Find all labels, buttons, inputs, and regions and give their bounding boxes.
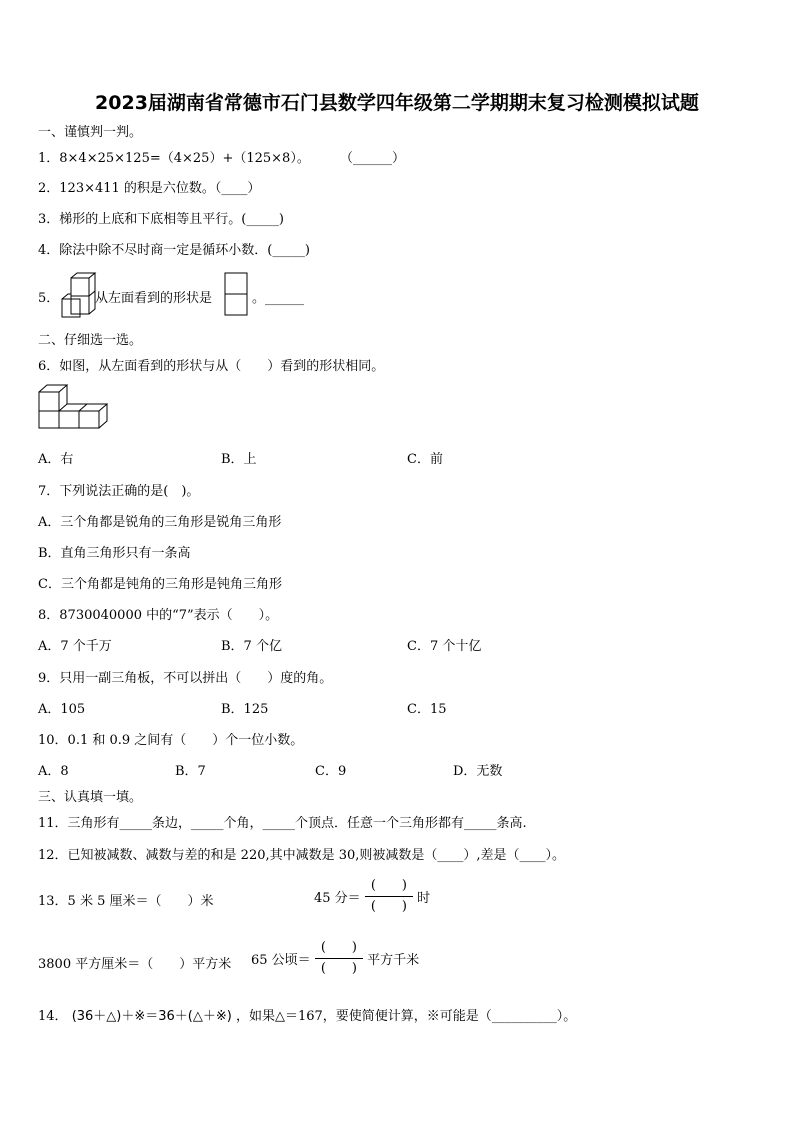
fraction-blank[interactable]	[315, 938, 363, 979]
q10-option-c[interactable]: C．9	[315, 764, 347, 779]
fraction-blank[interactable]	[365, 876, 413, 917]
q7-option-b[interactable]: B．直角三角形只有一条高	[38, 546, 191, 561]
question-2: 2．123×411 的积是六位数。（____）	[38, 181, 261, 196]
q7-option-a[interactable]: A．三个角都是锐角的三角形是锐角三角形	[38, 515, 282, 530]
fraction-denominator: ( )	[320, 961, 357, 976]
question-6: 6．如图，从左面看到的形状与从（ ）看到的形状相同。	[38, 359, 385, 374]
question-11: 11．三角形有_____条边，_____个角，_____个顶点．任意一个三角形都有_____条高.	[38, 816, 527, 831]
question-5-text: 从左面看到的形状是	[95, 291, 213, 306]
q13-time-unit: 时	[417, 891, 431, 906]
question-1-text: 1．8×4×25×125=（4×25）+（125×8）。	[38, 151, 310, 166]
question-12: 12．已知被减数、减数与差的和是 220,其中减数是 30,则被减数是（____）,差是（____）。	[38, 848, 566, 863]
page-title: 2023届湖南省常德市石门县数学四年级第二学期期末复习检测模拟试题	[95, 92, 699, 114]
section-heading-1: 一、谨慎判一判。	[38, 125, 143, 140]
answer-blank[interactable]: （______）	[339, 151, 405, 166]
question-13-time	[314, 876, 430, 917]
section-heading-3: 三、认真填一填。	[38, 790, 143, 805]
q9-option-b[interactable]: B．125	[221, 702, 269, 717]
q8-option-b[interactable]: B．7 个亿	[221, 639, 282, 654]
q6-option-c[interactable]: C．前	[407, 452, 443, 467]
question-14-number: 14．	[38, 1009, 68, 1024]
question-1	[38, 147, 405, 166]
q13-time-label: 45 分＝	[314, 891, 361, 906]
question-14	[38, 1005, 576, 1024]
q10-option-d[interactable]: D．无数	[453, 764, 503, 779]
question-8: 8．8730040000 中的“7”表示（ ）。	[38, 608, 279, 623]
q9-option-a[interactable]: A．105	[38, 702, 86, 717]
question-10: 10．0.1 和 0.9 之间有（ ）个一位小数。	[38, 733, 304, 748]
q8-option-a[interactable]: A．7 个千万	[38, 639, 112, 654]
question-14-expression: (36＋△)＋※＝36＋(△＋※)	[71, 1009, 232, 1024]
q13-hectare-unit: 平方千米	[367, 953, 420, 968]
question-3: 3．梯形的上底和下底相等且平行。(_____)	[38, 212, 284, 227]
fraction-denominator: ( )	[370, 899, 407, 914]
question-5-answer: 。______	[252, 291, 305, 306]
question-5-number: 5．	[38, 291, 60, 306]
question-14-text: ，如果△＝167，要使简便计算，※可能是（__________）。	[235, 1009, 577, 1024]
q7-option-c[interactable]: C．三个角都是钝角的三角形是钝角三角形	[38, 577, 282, 592]
left-view-shape	[224, 272, 248, 316]
question-4: 4．除法中除不尽时商一定是循环小数．(_____)	[38, 243, 310, 258]
fraction-numerator: ( )	[315, 938, 363, 959]
section-heading-2: 二、仔细选一选。	[38, 333, 143, 348]
cube-row-figure	[37, 382, 113, 430]
q10-option-b[interactable]: B．7	[175, 764, 206, 779]
fraction-numerator: ( )	[365, 876, 413, 897]
cube-stack-figure	[58, 272, 98, 320]
q10-option-a[interactable]: A．8	[38, 764, 69, 779]
q6-option-b[interactable]: B．上	[221, 452, 257, 467]
q6-option-a[interactable]: A．右	[38, 452, 74, 467]
q13-hectare-label: 65 公顷＝	[251, 953, 311, 968]
q8-option-c[interactable]: C．7 个十亿	[407, 639, 482, 654]
question-9: 9．只用一副三角板，不可以拼出（ ）度的角。	[38, 671, 333, 686]
question-13-hectare	[251, 938, 419, 979]
q9-option-c[interactable]: C．15	[407, 702, 447, 717]
question-7: 7．下列说法正确的是( )。	[38, 484, 200, 499]
question-13-area: 3800 平方厘米＝（ ）平方米	[38, 957, 232, 972]
question-13-length: 13．5 米 5 厘米＝（ ）米	[38, 894, 214, 909]
